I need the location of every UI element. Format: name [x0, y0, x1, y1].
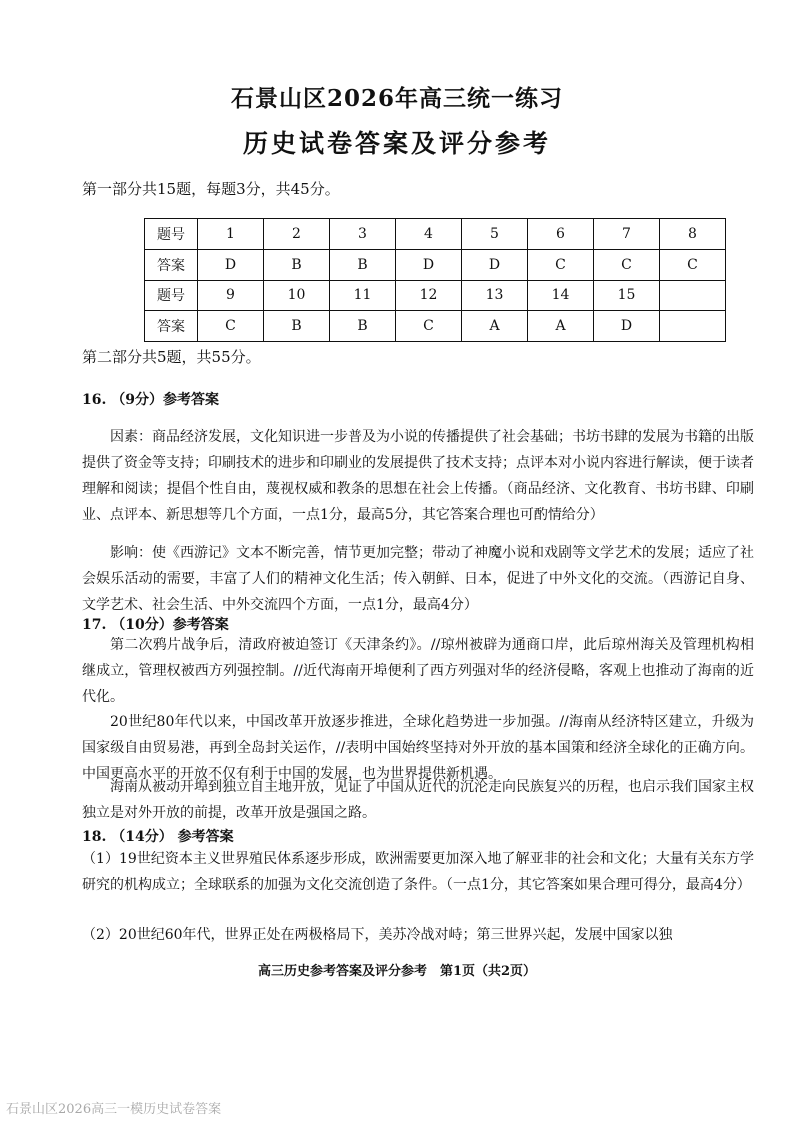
table-cell: 9 — [198, 280, 264, 311]
table-row — [145, 219, 726, 250]
table-cell: D — [396, 249, 462, 280]
q16-heading: 16. （9分）参考答案 — [82, 392, 219, 408]
q17-paragraph-3: 海南从被动开埠到独立自主地开放，见证了中国从近代的沉沦走向民族复兴的历程，也启示我们国家主权独立是对外开放的前提，改革开放是强国之路。 — [82, 779, 754, 821]
watermark: 石景山区2026高三一模历史试卷答案 — [6, 1102, 222, 1117]
table-cell: A — [528, 311, 594, 342]
table-cell: 12 — [396, 280, 462, 311]
table-cell: C — [396, 311, 462, 342]
q18-heading: 18. （14分） 参考答案 — [82, 829, 234, 845]
table-cell: D — [198, 249, 264, 280]
table-cell: 10 — [264, 280, 330, 311]
table-row — [145, 280, 726, 311]
table-cell: 15 — [594, 280, 660, 311]
table-cell: 4 — [396, 219, 462, 250]
exam-subtitle: 历史试卷答案及评分参考 — [242, 129, 551, 158]
q17-heading: 17. （10分）参考答案 — [82, 617, 229, 633]
table-cell: C — [594, 249, 660, 280]
table-cell: 6 — [528, 219, 594, 250]
table-cell: 14 — [528, 280, 594, 311]
table-cell: 7 — [594, 219, 660, 250]
table-cell: D — [594, 311, 660, 342]
answer-table — [144, 218, 726, 342]
table-cell: A — [462, 311, 528, 342]
part2-intro: 第二部分共5题，共55分。 — [82, 348, 261, 366]
table-cell: 题号 — [145, 219, 198, 250]
table-cell: 5 — [462, 219, 528, 250]
table-cell: 2 — [264, 219, 330, 250]
table-cell: D — [462, 249, 528, 280]
q16-impact-paragraph: 影响：使《西游记》文本不断完善，情节更加完整；带动了神魔小说和戏剧等文学艺术的发展；适应了社会娱乐活动的需要，丰富了人们的精神文化生活；传入朝鲜、日本，促进了中外文化的交流。（西游记自身、文学艺术、社会生活、中外交流四个方面，一点1分，最高4分） — [82, 545, 754, 613]
table-cell: C — [198, 311, 264, 342]
table-cell: 11 — [330, 280, 396, 311]
table-cell: 1 — [198, 219, 264, 250]
table-row — [145, 249, 726, 280]
table-cell — [660, 280, 726, 311]
q16-factors-paragraph: 因素：商品经济发展，文化知识进一步普及为小说的传播提供了社会基础；书坊书肆的发展为书籍的出版提供了资金等支持；印刷技术的进步和印刷业的发展提供了技术支持；点评本对小说内容进行解读，便于读者理解和阅读；提倡个性自由，蔑视权威和教条的思想在社会上传播。（商品经济、文化教育、书坊书肆、印刷业、点评本、新思想等几个方面，一点1分，最高5分，其它答案合理也可酌情给分） — [82, 429, 754, 523]
table-cell: C — [528, 249, 594, 280]
q18-paragraph-1: （1）19世纪资本主义世界殖民体系逐步形成，欧洲需要更加深入地了解亚非的社会和文化；大量有关东方学研究的机构成立；全球联系的加强为文化交流创造了条件。（一点1分，其它答案如果合理可得分，最高4分） — [82, 851, 754, 893]
exam-title: 石景山区2026年高三统一练习 — [230, 85, 563, 112]
q17-paragraph-2: 20世纪80年代以来，中国改革开放逐步推进，全球化趋势进一步加强。//海南从经济特区建立，升级为国家级自由贸易港，再到全岛封关运作，//表明中国始终坚持对外开放的基本国策和经济全球化的正确方向。中国更高水平的开放不仅有利于中国的发展，也为世界提供新机遇。 — [82, 714, 754, 782]
table-cell: 8 — [660, 219, 726, 250]
table-cell: B — [330, 311, 396, 342]
table-cell: 答案 — [145, 311, 198, 342]
q18-paragraph-2: （2）20世纪60年代，世界正处在两极格局下，美苏冷战对峙；第三世界兴起，发展中国家以独 — [82, 927, 673, 943]
table-row — [145, 311, 726, 342]
table-cell: 答案 — [145, 249, 198, 280]
table-cell: B — [264, 311, 330, 342]
table-cell — [660, 311, 726, 342]
q17-paragraph-1: 第二次鸦片战争后，清政府被迫签订《天津条约》。//琼州被辟为通商口岸，此后琼州海关及管理机构相继成立，管理权被西方列强控制。//近代海南开埠便利了西方列强对华的经济侵略，客观上也推动了海南的近代化。 — [82, 637, 754, 705]
table-cell: 13 — [462, 280, 528, 311]
table-cell: C — [660, 249, 726, 280]
page-footer: 高三历史参考答案及评分参考 第1页（共2页） — [257, 964, 537, 979]
table-cell: 题号 — [145, 280, 198, 311]
table-cell: B — [264, 249, 330, 280]
table-cell: 3 — [330, 219, 396, 250]
table-cell: B — [330, 249, 396, 280]
part1-intro: 第一部分共15题，每题3分，共45分。 — [82, 180, 340, 198]
